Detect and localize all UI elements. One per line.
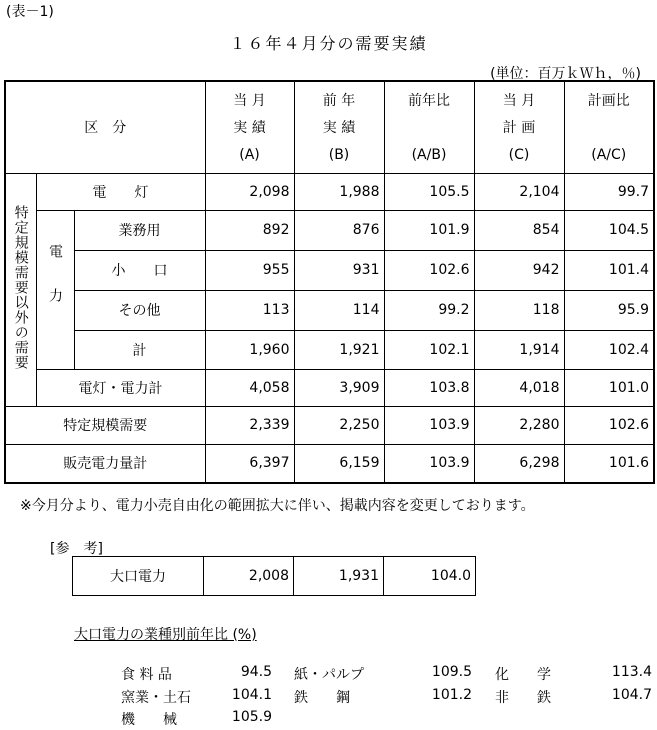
reference-table xyxy=(72,556,476,596)
demand-table xyxy=(4,80,655,484)
cell: 103.9 xyxy=(384,444,474,483)
row-label: 特定規模需要 xyxy=(5,406,205,444)
header-row xyxy=(5,81,654,173)
row-label: 電 灯 xyxy=(36,173,205,210)
industry-name: 窯業・土石 xyxy=(121,690,191,706)
industry-title: 大口電力の業種別前年比 (%) xyxy=(74,627,257,643)
header-prev: 前 年 実 績 (B) xyxy=(294,81,384,173)
cell: 103.9 xyxy=(384,406,474,444)
cell: 99.2 xyxy=(384,290,474,330)
cell: 1,931 xyxy=(294,557,384,596)
cell: 114 xyxy=(294,290,384,330)
cell: 2,098 xyxy=(205,173,294,210)
page-title: １６年４月分の需要実績 xyxy=(229,34,428,53)
group-label-cell xyxy=(5,173,36,406)
header-plan-ratio: 計画比 (A/C) xyxy=(564,81,654,173)
industry-value: 105.9 xyxy=(231,709,272,725)
cell: 4,018 xyxy=(474,369,564,406)
table-row xyxy=(5,210,654,250)
cell: 2,280 xyxy=(474,406,564,444)
header-yoy: 前年比 (A/B) xyxy=(384,81,474,173)
cell: 6,298 xyxy=(474,444,564,483)
row-label: 販売電力量計 xyxy=(5,444,205,483)
cell: 892 xyxy=(205,210,294,250)
table-row xyxy=(5,444,654,483)
industry-name: 鉄 鋼 xyxy=(294,690,350,706)
row-label: 小 口 xyxy=(74,250,205,290)
table-tag: (表－1) xyxy=(6,4,54,20)
cell: 6,397 xyxy=(205,444,294,483)
table-row xyxy=(5,173,654,210)
power-label-cell xyxy=(36,210,74,369)
table-row xyxy=(5,290,654,330)
industry-name: 機 械 xyxy=(121,712,177,728)
industry-name: 非 鉄 xyxy=(495,690,551,706)
cell: 101.6 xyxy=(564,444,654,483)
industry-value: 94.5 xyxy=(240,664,272,680)
group-label: 特定規模需要以外の需要 xyxy=(12,205,29,370)
row-label: 大口電力 xyxy=(73,557,204,596)
cell: 4,058 xyxy=(205,369,294,406)
industry-value: 113.4 xyxy=(611,664,652,680)
row-label: 計 xyxy=(74,330,205,369)
cell: 1,921 xyxy=(294,330,384,369)
cell: 113 xyxy=(205,290,294,330)
table-row xyxy=(73,557,476,596)
cell: 102.6 xyxy=(384,250,474,290)
cell: 2,104 xyxy=(474,173,564,210)
table-row xyxy=(5,369,654,406)
cell: 101.9 xyxy=(384,210,474,250)
industry-name: 紙・パルプ xyxy=(294,667,364,683)
cell: 1,988 xyxy=(294,173,384,210)
cell: 942 xyxy=(474,250,564,290)
cell: 3,909 xyxy=(294,369,384,406)
cell: 931 xyxy=(294,250,384,290)
cell: 2,008 xyxy=(204,557,294,596)
industry-value: 101.2 xyxy=(431,687,472,703)
row-label: 業務用 xyxy=(74,210,205,250)
cell: 955 xyxy=(205,250,294,290)
footnote: ※今月分より、電力小売自由化の範囲拡大に伴い、掲載内容を変更しております。 xyxy=(20,498,535,514)
cell: 876 xyxy=(294,210,384,250)
reference-label: [参 考] xyxy=(50,541,103,557)
cell: 102.1 xyxy=(384,330,474,369)
cell: 102.6 xyxy=(564,406,654,444)
industry-value: 109.5 xyxy=(431,664,472,680)
header-category: 区 分 xyxy=(5,81,205,173)
table-row xyxy=(5,250,654,290)
industry-name: 食 料 品 xyxy=(121,667,172,683)
cell: 1,960 xyxy=(205,330,294,369)
table-row xyxy=(5,406,654,444)
industry-name: 化 学 xyxy=(495,667,551,683)
unit-label: (単位：百万ｋＷｈ，％) xyxy=(490,66,641,82)
cell: 104.0 xyxy=(384,557,476,596)
row-label: 電灯・電力計 xyxy=(36,369,205,406)
row-label: その他 xyxy=(74,290,205,330)
cell: 95.9 xyxy=(564,290,654,330)
cell: 103.8 xyxy=(384,369,474,406)
cell: 1,914 xyxy=(474,330,564,369)
cell: 6,159 xyxy=(294,444,384,483)
industry-value: 104.1 xyxy=(231,687,272,703)
header-plan: 当 月 計 画 (C) xyxy=(474,81,564,173)
power-label: 電力 xyxy=(47,243,63,332)
table-row xyxy=(5,330,654,369)
header-actual: 当 月 実 績 (A) xyxy=(205,81,294,173)
cell: 2,339 xyxy=(205,406,294,444)
cell: 101.4 xyxy=(564,250,654,290)
cell: 854 xyxy=(474,210,564,250)
cell: 101.0 xyxy=(564,369,654,406)
cell: 105.5 xyxy=(384,173,474,210)
cell: 118 xyxy=(474,290,564,330)
industry-value: 104.7 xyxy=(611,687,652,703)
cell: 2,250 xyxy=(294,406,384,444)
cell: 102.4 xyxy=(564,330,654,369)
cell: 99.7 xyxy=(564,173,654,210)
cell: 104.5 xyxy=(564,210,654,250)
